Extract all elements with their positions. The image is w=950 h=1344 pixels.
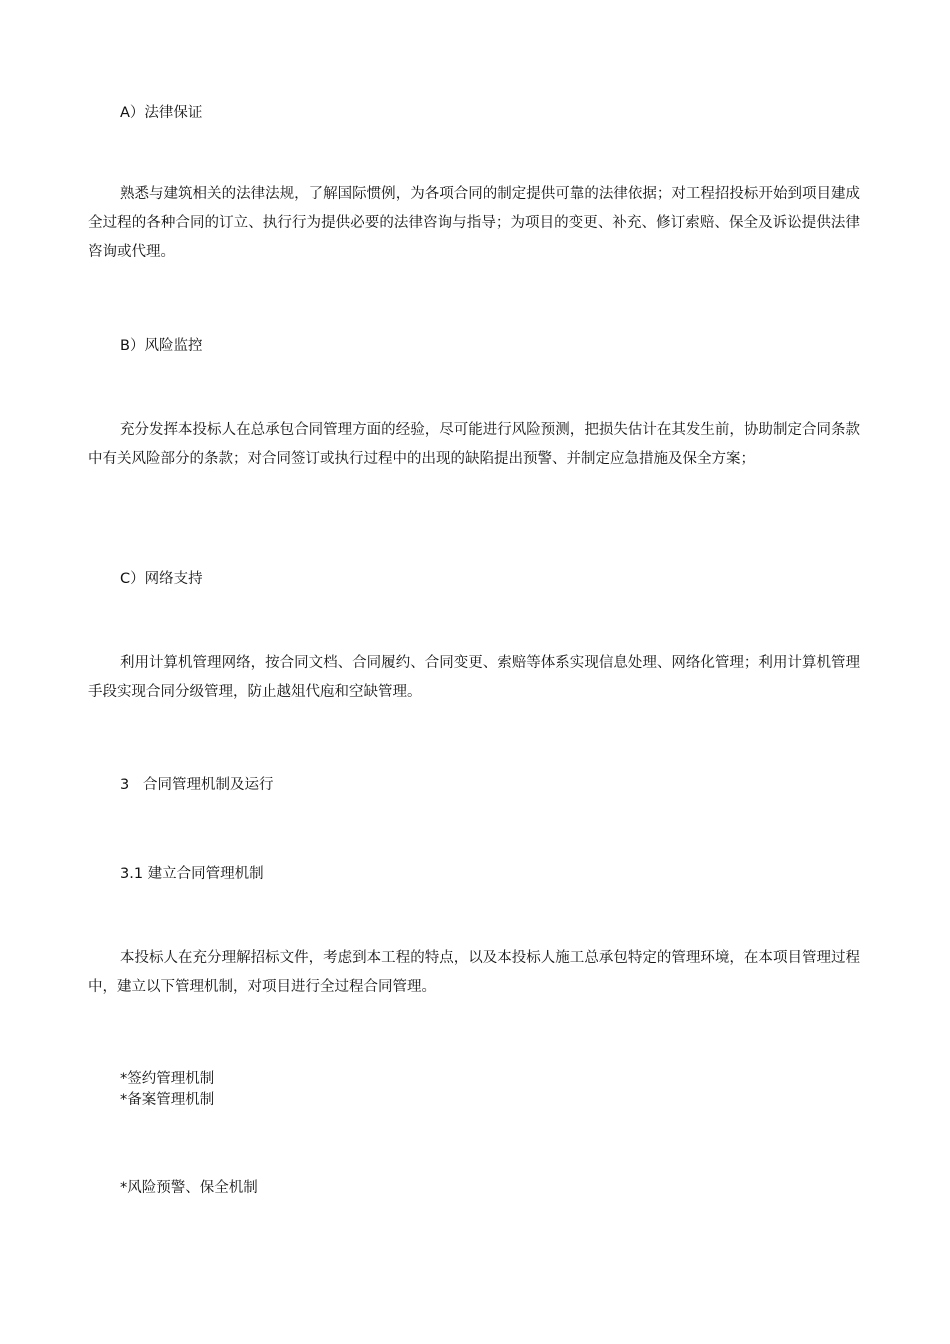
section-3-1-heading: 3.1 建立合同管理机制 xyxy=(120,866,264,882)
bullet-item: *备案管理机制 xyxy=(120,1092,215,1108)
section-a-heading: A）法律保证 xyxy=(120,105,203,121)
section-c-paragraph: 利用计算机管理网络，按合同文档、合同履约、合同变更、索赔等体系实现信息处理、网络化管理；利用计算机管理手段实现合同分级管理，防止越俎代庖和空缺管理。 xyxy=(88,655,860,700)
section-b-heading: B）风险监控 xyxy=(120,338,203,354)
section-a-paragraph: 熟悉与建筑相关的法律法规，了解国际惯例，为各项合同的制定提供可靠的法律依据；对工程招投标开始到项目建成全过程的各种合同的订立、执行行为提供必要的法律咨询与指导；为项目的变更、补充、修订索赔、保全及诉讼提供法律咨询或代理。 xyxy=(88,186,860,260)
section-b-paragraph: 充分发挥本投标人在总承包合同管理方面的经验，尽可能进行风险预测，把损失估计在其发生前，协助制定合同条款中有关风险部分的条款；对合同签订或执行过程中的出现的缺陷提出预警、并制定应急措施及保全方案； xyxy=(88,422,860,467)
bullet-item: *签约管理机制 xyxy=(120,1071,215,1087)
section-3-heading: 3 合同管理机制及运行 xyxy=(120,777,274,793)
bullet-item: *风险预警、保全机制 xyxy=(120,1180,258,1196)
section-c-heading: C）网络支持 xyxy=(120,571,203,587)
section-3-1-paragraph: 本投标人在充分理解招标文件，考虑到本工程的特点，以及本投标人施工总承包特定的管理环境，在本项目管理过程中，建立以下管理机制，对项目进行全过程合同管理。 xyxy=(88,950,860,995)
